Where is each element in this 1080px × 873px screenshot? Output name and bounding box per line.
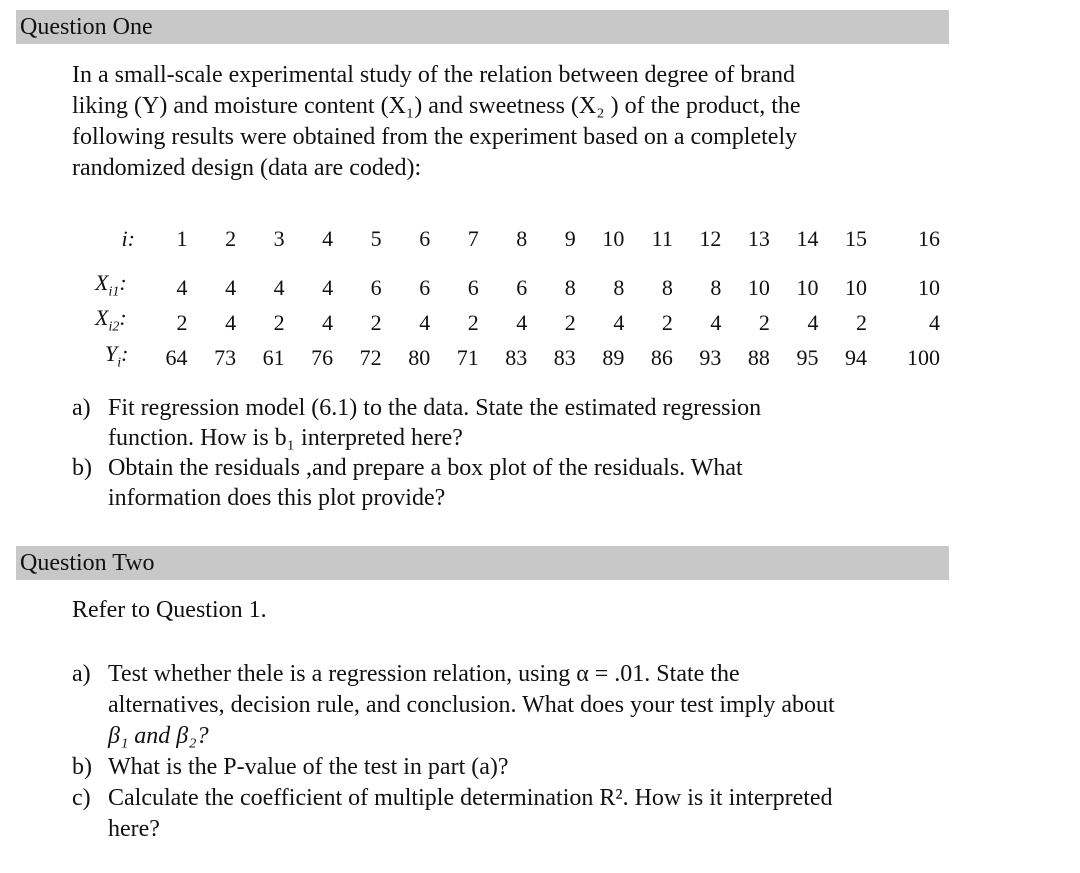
table-cell-x1: 4	[322, 274, 334, 300]
table-cell-x1: 4	[176, 274, 188, 300]
table-cell-x2: 2	[758, 310, 770, 336]
part-line: Test whether thele is a regression relation, using α = .01. State the	[108, 661, 740, 687]
table-cell-i: 14	[796, 226, 819, 251]
intro-line: following results were obtained from the experiment based on a completely	[72, 124, 798, 150]
part-line: information does this plot provide?	[108, 485, 446, 511]
table-cell-i: 8	[516, 226, 528, 251]
table-cell-x2: 4	[807, 310, 819, 336]
table-cell-y: 83	[553, 345, 576, 371]
table-cell-y: 76	[311, 345, 334, 371]
table-cell-x1: 10	[844, 274, 867, 300]
table-cell-x1: 10	[747, 274, 770, 300]
part-letter: b)	[72, 754, 92, 780]
part-line: alternatives, decision rule, and conclusion. What does your test imply about	[108, 692, 835, 718]
table-cell-y: 95	[796, 345, 819, 371]
part-line: Fit regression model (6.1) to the data. State the estimated regression	[108, 395, 762, 421]
table-cell-y: 61	[262, 345, 285, 371]
table-cell-y: 100	[907, 345, 940, 371]
table-cell-x1: 8	[613, 274, 625, 300]
intro-line: liking (Y) and moisture content (X₁) and sweetness (X₂ ) of the product, the	[72, 93, 801, 119]
table-cell-x1: 10	[918, 274, 940, 300]
table-cell-i: 16	[918, 226, 940, 251]
table-cell-i: 9	[564, 226, 576, 251]
table-cell-y: 80	[408, 345, 431, 371]
question-one-parts	[72, 393, 952, 513]
table-cell-x1: 8	[661, 274, 673, 300]
table-cell-x1: 6	[516, 274, 528, 300]
question-one-part-a	[72, 393, 952, 453]
question-one-part-b	[72, 453, 952, 513]
table-cell-x1: 6	[370, 274, 382, 300]
table-cell-x2: 4	[929, 310, 940, 336]
table-cell-x2: 2	[855, 310, 867, 336]
table-cell-x1: 4	[273, 274, 285, 300]
table-cell-i: 15	[844, 226, 867, 251]
table-cell-x2: 4	[516, 310, 528, 336]
part-line: function. How is b₁ interpreted here?	[108, 425, 463, 451]
table-cell-x2: 2	[564, 310, 576, 336]
table-cell-y: 88	[747, 345, 770, 371]
part-letter: a)	[72, 395, 91, 421]
table-cell-x2: 4	[419, 310, 431, 336]
table-row-index	[95, 224, 940, 254]
question-two-part-a	[72, 659, 952, 752]
row-label-x1: $X_{i1}$:	[95, 270, 127, 300]
table-cell-i: 11	[651, 226, 673, 251]
part-letter: c)	[72, 785, 91, 811]
part-line: here?	[108, 816, 160, 842]
table-row-x1	[95, 270, 940, 305]
question-one-intro	[72, 60, 902, 184]
part-line: What is the P-value of the test in part (a)?	[108, 754, 509, 780]
part-letter: b)	[72, 455, 92, 481]
question-two-part-c	[72, 783, 952, 845]
question-two-parts	[72, 659, 952, 845]
table-cell-x1: 10	[796, 274, 819, 300]
table-cell-y: 71	[456, 345, 479, 371]
row-label-y: $Y_i$:	[105, 340, 129, 371]
table-cell-i: 10	[602, 226, 625, 251]
table-cell-x2: 2	[273, 310, 285, 336]
table-cell-x2: 2	[176, 310, 188, 336]
table-cell-y: 86	[650, 345, 673, 371]
table-cell-x2: 4	[710, 310, 722, 336]
table-cell-x2: 4	[613, 310, 625, 336]
table-cell-i: 2	[225, 226, 237, 251]
table-cell-i: 3	[273, 226, 285, 251]
table-row-x2	[95, 305, 940, 340]
table-cell-i: 4	[322, 226, 334, 251]
part-line: β₁ and β₂?	[108, 723, 209, 749]
table-cell-i: 1	[176, 226, 188, 251]
table-cell-y: 89	[602, 345, 625, 371]
table-cell-x2: 4	[322, 310, 334, 336]
question-two-intro: Refer to Question 1.	[72, 597, 267, 623]
table-cell-i: 13	[747, 226, 770, 251]
table-cell-x1: 6	[467, 274, 479, 300]
table-cell-x1: 6	[419, 274, 431, 300]
table-row-y	[95, 341, 940, 376]
table-cell-y: 83	[505, 345, 528, 371]
row-label-i: i:	[121, 226, 135, 251]
question-two-part-b	[72, 752, 952, 783]
table-cell-x1: 8	[710, 274, 722, 300]
table-cell-i: 6	[419, 226, 431, 251]
intro-line: randomized design (data are coded):	[72, 155, 422, 181]
table-cell-y: 93	[699, 345, 722, 371]
table-cell-i: 5	[370, 226, 382, 251]
question-one-heading: Question One	[16, 10, 949, 44]
table-cell-x2: 2	[661, 310, 673, 336]
table-cell-x2: 2	[370, 310, 382, 336]
intro-line: In a small-scale experimental study of the relation between degree of brand	[72, 62, 796, 88]
table-cell-x2: 4	[225, 310, 237, 336]
row-label-x2: $X_{i2}$:	[95, 305, 127, 335]
table-cell-x1: 8	[564, 274, 576, 300]
table-cell-y: 94	[844, 345, 867, 371]
table-cell-y: 64	[165, 345, 188, 371]
table-cell-x1: 4	[225, 274, 237, 300]
table-cell-i: 7	[467, 226, 479, 251]
data-table	[95, 224, 940, 376]
question-two-heading: Question Two	[16, 546, 949, 580]
part-line: Obtain the residuals ,and prepare a box plot of the residuals. What	[108, 455, 743, 481]
part-letter: a)	[72, 661, 91, 687]
table-cell-y: 72	[359, 345, 382, 371]
part-line: Calculate the coefficient of multiple determination R². How is it interpreted	[108, 785, 833, 811]
table-cell-y: 73	[214, 345, 237, 371]
table-cell-i: 12	[699, 226, 722, 251]
table-cell-x2: 2	[467, 310, 479, 336]
